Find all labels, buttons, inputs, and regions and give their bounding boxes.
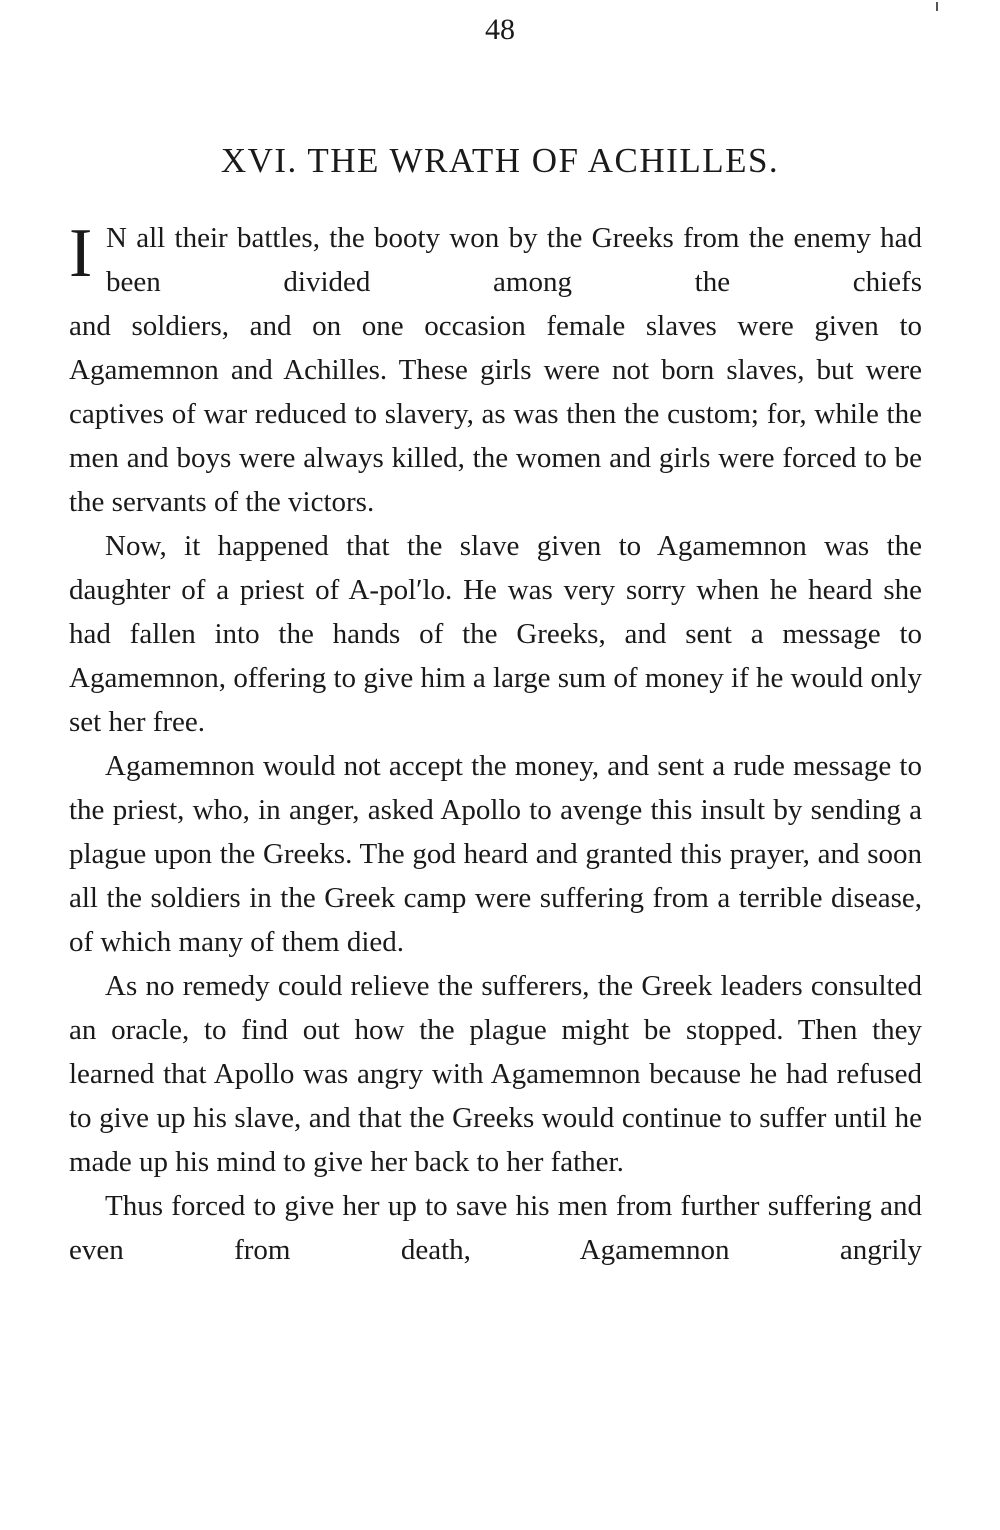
paragraph-1-text: and soldiers, and on one occasion female slaves were given to Agamemnon and Achilles. These girls were not born slaves, but were captives of war reduced to slavery, as was then the custom; for, while the men and boys were always killed, the women and girls were forced to be the servants of the victors. (69, 310, 922, 518)
paragraph-1-opening: N all their battles, the booty won by the Greeks from the enemy had been divided among the chiefs (106, 222, 922, 298)
paragraph-4: As no remedy could relieve the sufferers, the Greek leaders consulted an oracle, to find out how the plague might be stopped. Then they learned that Apollo was angry with Agamemnon because he had refused to give up his slave, and that the Greeks would continue to suffer until he made up his mind to give her back to her father. (69, 970, 922, 1178)
paragraph-1 (69, 216, 922, 524)
body-text (69, 216, 922, 1272)
chapter-title: XVI. THE WRATH OF ACHILLES. (220, 141, 780, 180)
page-number: 48 (485, 13, 515, 46)
paragraph-3: Agamemnon would not accept the money, and sent a rude message to the priest, who, in anger, asked Apollo to avenge this insult by sending a plague upon the Greeks. The god heard and granted this prayer, and soon all the soldiers in the Greek camp were suffering from a terrible disease, of which many of them died. (69, 750, 922, 958)
drop-cap: I (69, 215, 93, 292)
paragraph-5: Thus forced to give her up to save his men from further suffering and even from death, Agamemnon angrily (69, 1190, 922, 1266)
paragraph-2: Now, it happened that the slave given to Agamemnon was the daughter of a priest of A-pol′lo. He was very sorry when he heard she had fallen into the hands of the Greeks, and sent a message to Agamemnon, offering to give him a large sum of money if he would only set her free. (69, 530, 922, 738)
